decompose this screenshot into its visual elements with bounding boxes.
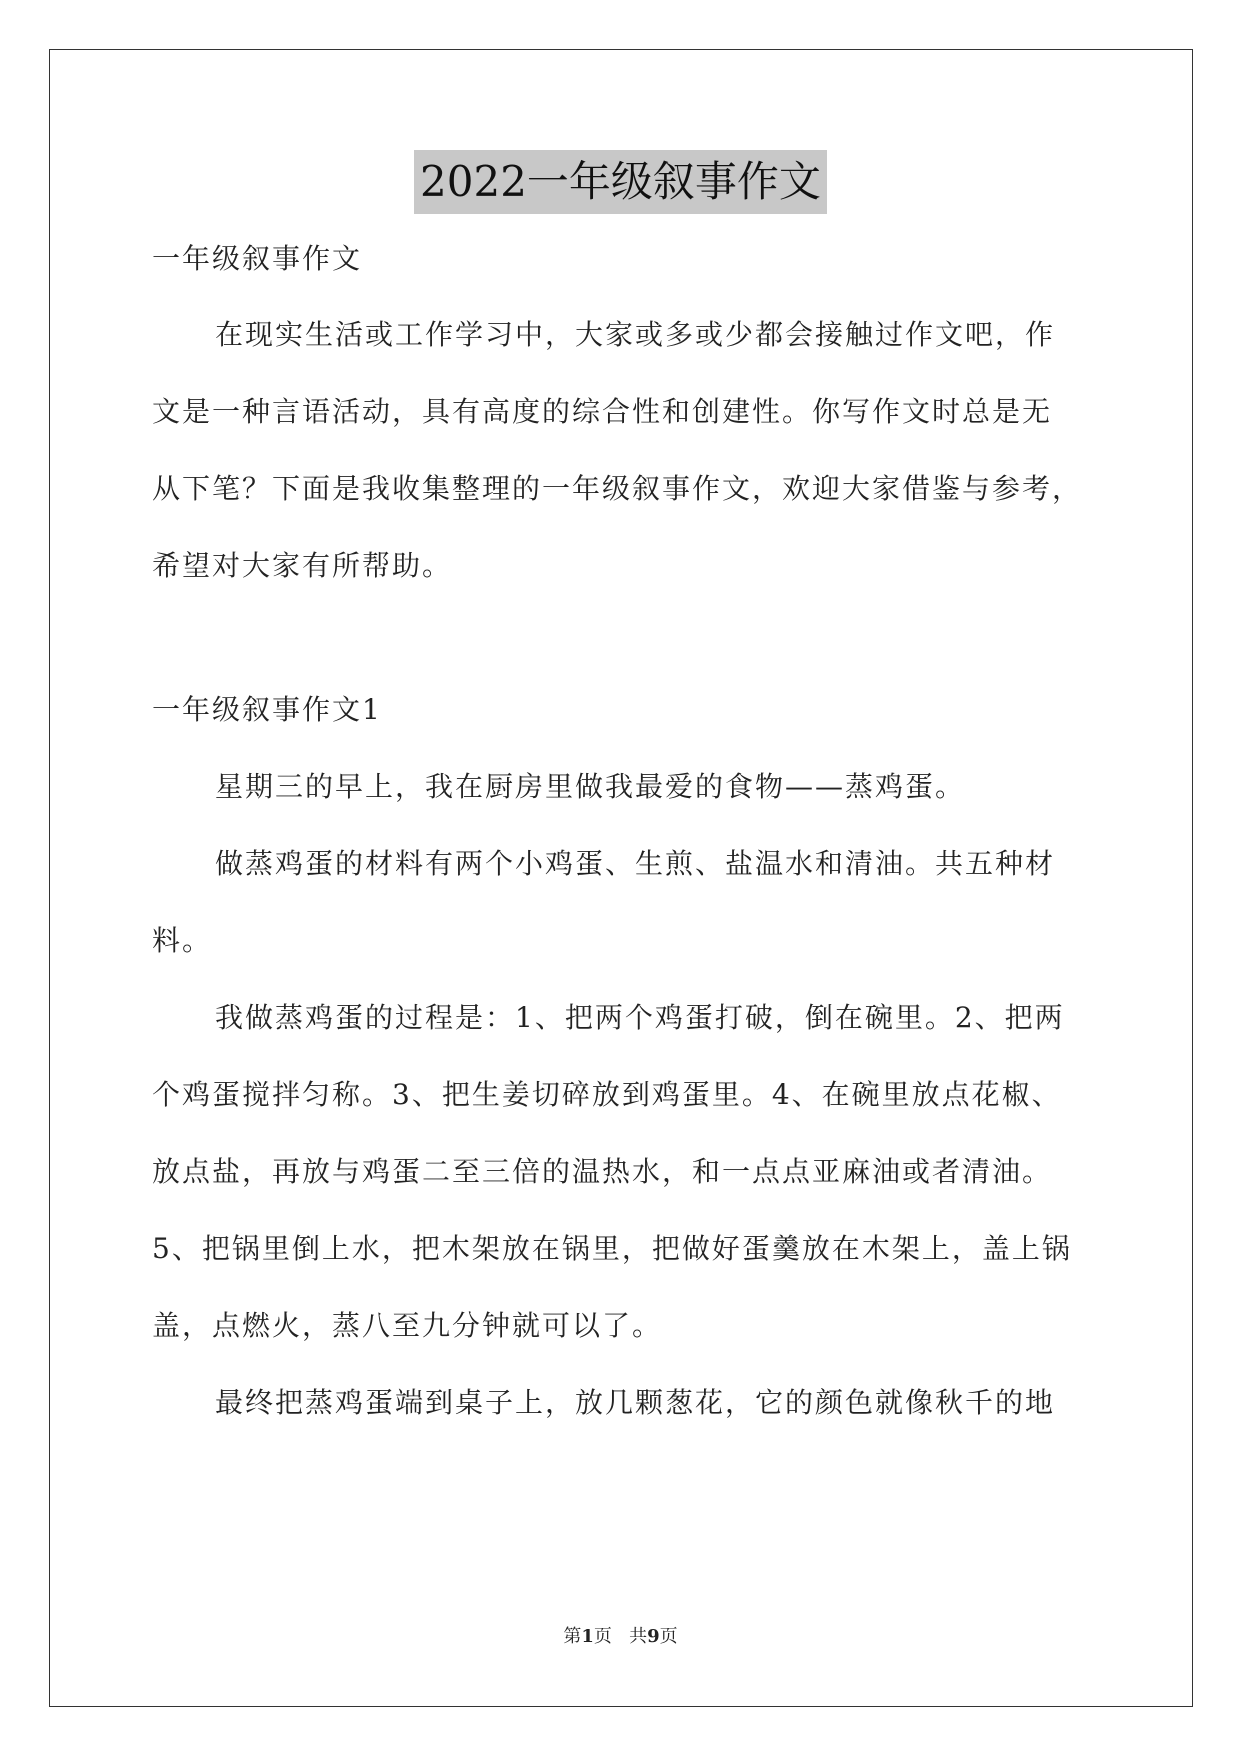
document-title [0, 150, 1241, 223]
intro-line: 文是一种言语活动，具有高度的综合性和创建性。你写作文时总是无 [152, 395, 1053, 428]
footer-total-prefix: 共 [629, 1626, 648, 1647]
body-line: 盖，点燃火，蒸八至九分钟就可以了。 [152, 1309, 663, 1342]
footer-page-suffix: 页 [593, 1626, 612, 1647]
page-footer [0, 1625, 1241, 1649]
body-line: 5、把锅里倒上水，把木架放在锅里，把做好蛋羹放在木架上，盖上锅 [152, 1232, 1072, 1265]
body-line: 料。 [152, 924, 213, 957]
footer-total-number: 9 [647, 1626, 660, 1647]
intro-line: 希望对大家有所帮助。 [152, 549, 453, 582]
intro-line: 从下笔？下面是我收集整理的一年级叙事作文，欢迎大家借鉴与参考， [152, 472, 1083, 505]
intro-line: 在现实生活或工作学习中，大家或多或少都会接触过作文吧，作 [215, 318, 1056, 351]
footer-total-suffix: 页 [659, 1626, 678, 1647]
footer-page-number: 1 [581, 1626, 594, 1647]
subtitle: 一年级叙事作文 [152, 242, 363, 275]
body-line: 星期三的早上，我在厨房里做我最爱的食物——蒸鸡蛋。 [215, 770, 966, 803]
body-line: 最终把蒸鸡蛋端到桌子上，放几颗葱花，它的颜色就像秋千的地 [215, 1386, 1056, 1419]
body-line: 我做蒸鸡蛋的过程是：1、把两个鸡蛋打破，倒在碗里。2、把两 [215, 1001, 1065, 1034]
body-line: 个鸡蛋搅拌匀称。3、把生姜切碎放到鸡蛋里。4、在碗里放点花椒、 [152, 1078, 1062, 1111]
footer-page-prefix: 第 [563, 1626, 582, 1647]
document-title-text: 2022一年级叙事作文 [414, 150, 827, 214]
body-line: 做蒸鸡蛋的材料有两个小鸡蛋、生煎、盐温水和清油。共五种材 [215, 847, 1056, 880]
body-line: 放点盐，再放与鸡蛋二至三倍的温热水，和一点点亚麻油或者清油。 [152, 1155, 1053, 1188]
section-heading: 一年级叙事作文1 [152, 693, 382, 726]
